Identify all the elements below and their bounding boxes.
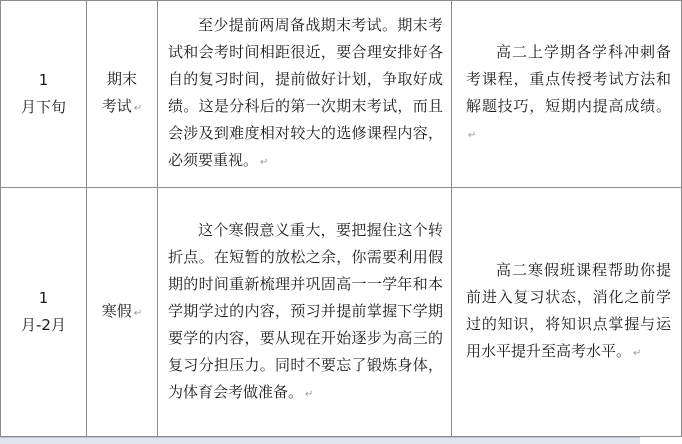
event-line-2: 考试 (101, 97, 132, 115)
time-line-1: 1 (38, 71, 49, 89)
course-cell (452, 1, 682, 188)
event-line-1: 寒假 (101, 301, 132, 320)
course-cell (452, 188, 682, 437)
paragraph-mark-icon: ↵ (260, 157, 269, 168)
paragraph-mark-icon: ↵ (633, 348, 642, 359)
time-line-2: 月-2月 (21, 316, 66, 334)
event-cell (87, 188, 158, 437)
advice-cell (158, 1, 452, 188)
advice-cell (158, 188, 452, 437)
time-cell (1, 188, 87, 437)
paragraph-mark-icon: ↵ (133, 307, 143, 319)
paragraph-mark-icon: ↵ (133, 103, 143, 114)
course-text: 高二寒假班课程帮助你提前进入复习状态，消化之前学过的知识，将知识点掌握与运用水平提升至高考水平。 (466, 261, 671, 360)
paragraph-mark-icon: ↵ (305, 388, 314, 400)
time-line-1: 1 (38, 289, 49, 307)
table-row (1, 188, 682, 437)
event-cell (87, 1, 158, 188)
time-cell (1, 1, 87, 188)
advice-text: 至少提前两周备战期末考试。期末考试和会考时间相距很近，要合理安排好各自的复习时间，提前做好计划，争取好成绩。这是分科后的第一次期末考试，而且会涉及到难度相对较大的选修课程内容，必须要重视。 (168, 16, 443, 169)
event-line-1: 期末 (106, 70, 137, 88)
time-line-2: 月下旬 (20, 98, 66, 116)
table-row (1, 1, 682, 188)
advice-text: 这个寒假意义重大，要把握住这个转折点。在短暂的放松之余，你需要利用假期的时间重新梳理并巩固高一一学年和本学期学过的内容，预习并提前掌握下学期要学的内容，要从现在开始逐步为高三的复习分担压力。同时不要忘了锻炼身体，为体育会考做准备。 (168, 220, 443, 401)
course-text: 高二上学期各学科冲刺备考课程，重点传授考试方法和解题技巧，短期内提高成绩。 (466, 43, 671, 115)
window-bottom-edge (0, 437, 640, 444)
paragraph-mark-icon: ↵ (468, 130, 477, 141)
